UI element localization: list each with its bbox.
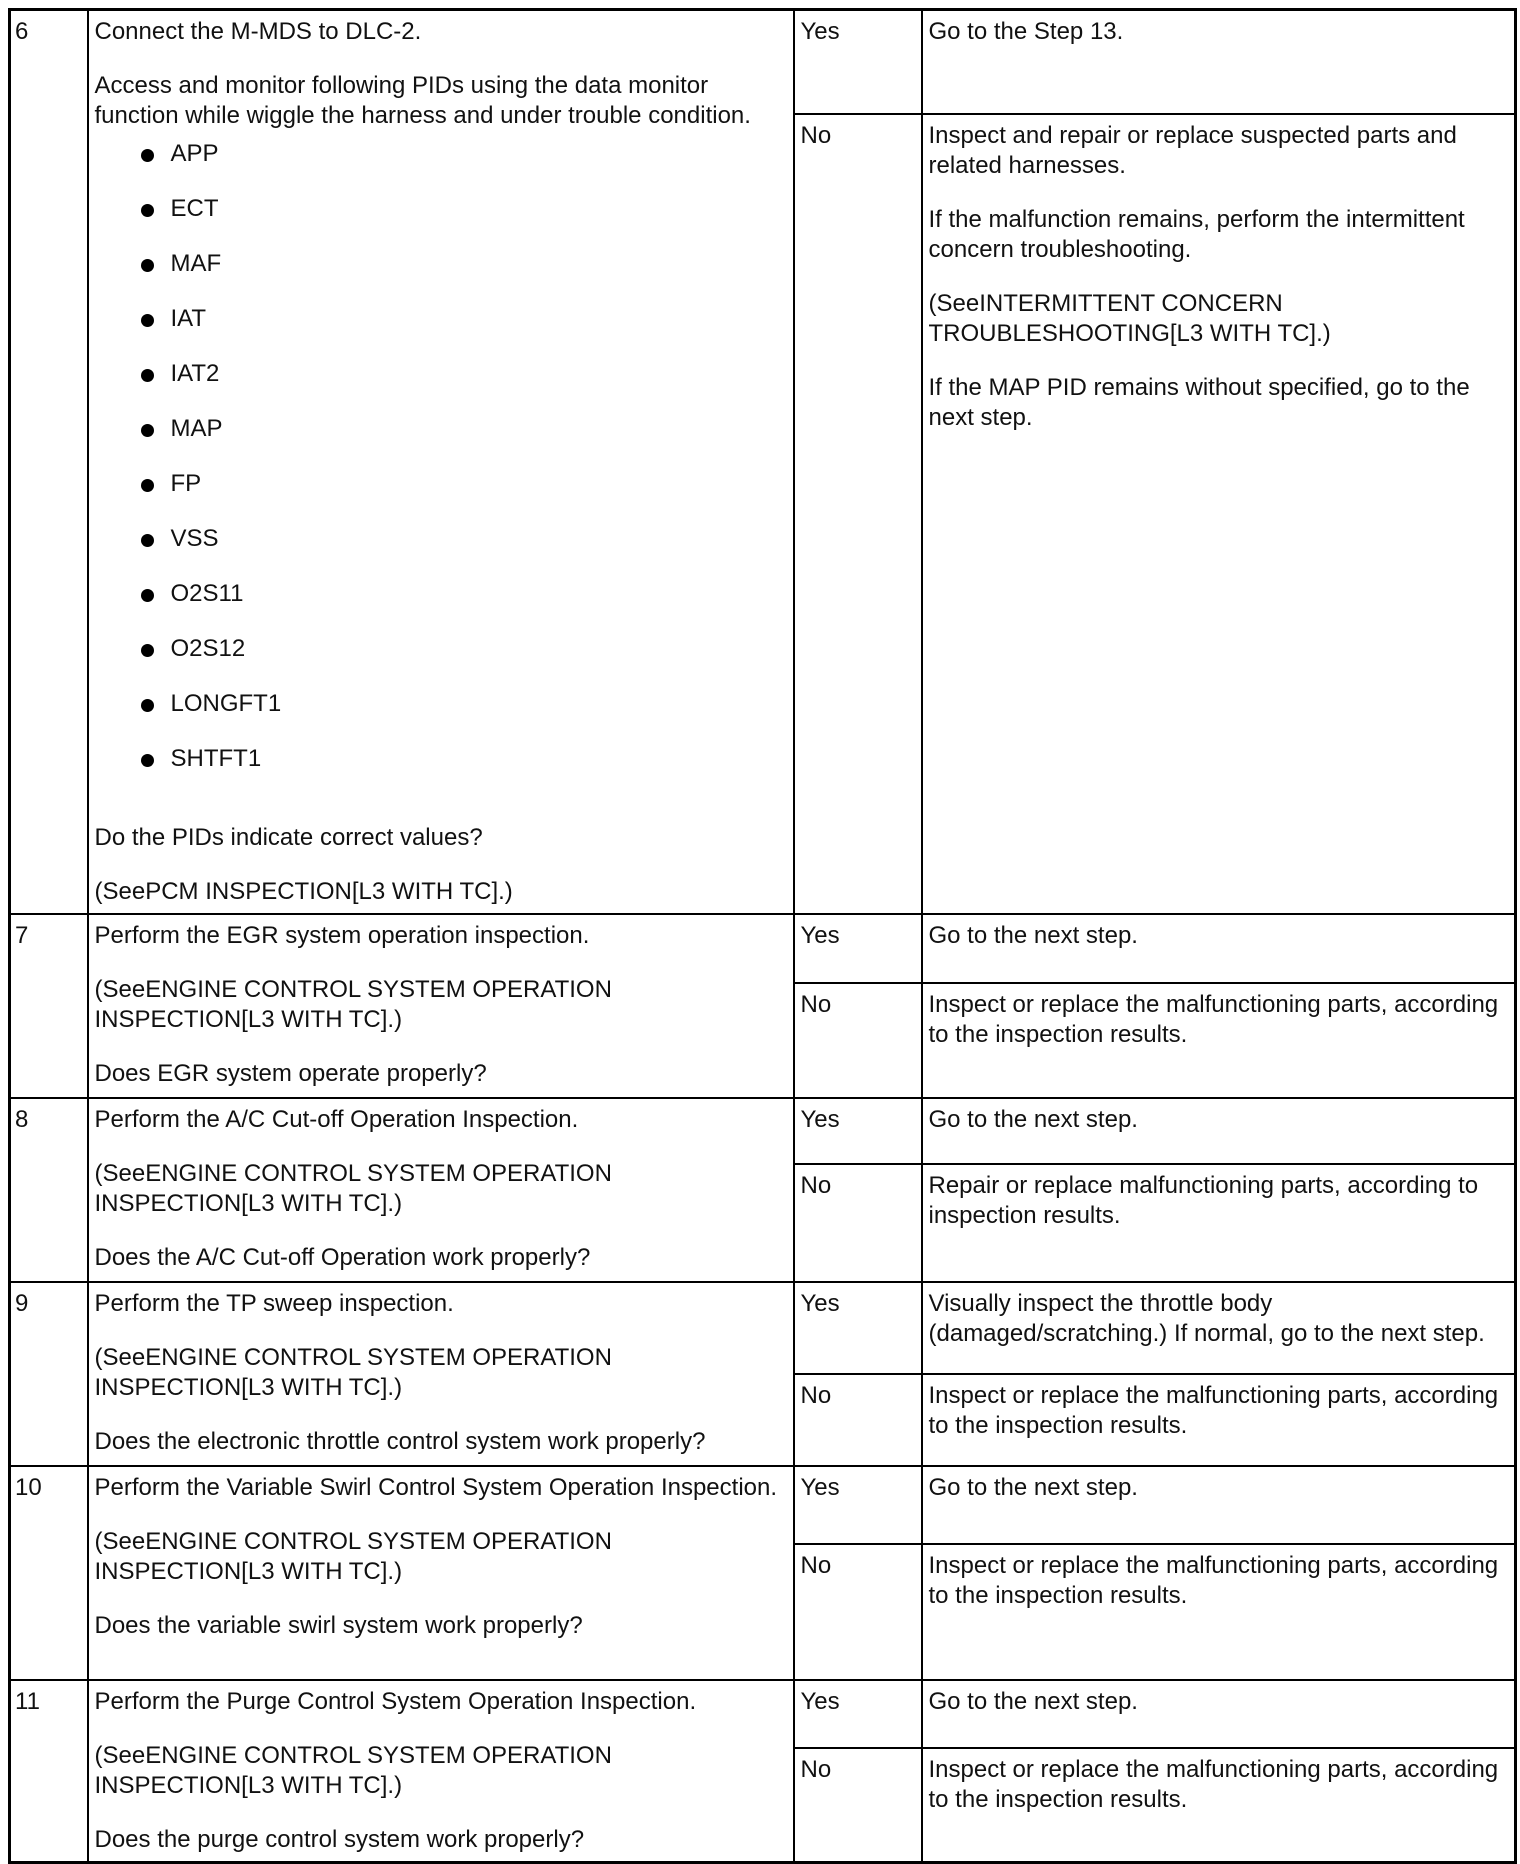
result-no	[922, 1164, 1516, 1282]
list-item: LONGFT1	[141, 689, 787, 744]
action-text: Access and monitor following PIDs using the data monitor function while wiggle the harness and under trouble condition.	[94, 72, 751, 129]
table-row	[10, 1680, 1516, 1748]
list-item: O2S11	[141, 579, 787, 634]
table-row	[10, 10, 1516, 114]
reference-text: (SeeENGINE CONTROL SYSTEM OPERATION INSPECTION[L3 WITH TC].)	[94, 975, 612, 1033]
reference-text: (SeePCM INSPECTION[L3 WITH TC].)	[94, 878, 513, 905]
result-text: Inspect or replace the malfunctioning parts, according to the inspection results.	[928, 1755, 1499, 1813]
result-text: Go to the next step.	[928, 1473, 1138, 1501]
result-text: Inspect or replace the malfunctioning parts, according to the inspection results.	[928, 990, 1499, 1048]
action-text: Connect the M-MDS to DLC-2.	[94, 18, 422, 45]
list-item: VSS	[141, 524, 787, 579]
action-cell	[88, 1680, 794, 1863]
result-text: Go to the next step.	[928, 1105, 1138, 1133]
action-text: Perform the Variable Swirl Control System Operation Inspection.	[94, 1473, 778, 1501]
answer-yes: Yes	[794, 914, 922, 983]
list-item: APP	[141, 139, 787, 194]
list-item: IAT	[141, 304, 787, 359]
list-item: ECT	[141, 194, 787, 249]
result-text: (SeeINTERMITTENT CONCERN TROUBLESHOOTING[L3 WITH TC].)	[928, 289, 1331, 347]
result-no	[922, 114, 1516, 914]
result-yes	[922, 1466, 1516, 1544]
action-cell	[88, 914, 794, 1098]
answer-no: No	[794, 114, 922, 914]
result-text: Go to the next step.	[928, 1687, 1138, 1715]
result-text: Inspect or replace the malfunctioning parts, according to the inspection results.	[928, 1551, 1499, 1609]
question-text: Does EGR system operate properly?	[94, 1059, 487, 1087]
step-number: 9	[10, 1282, 88, 1466]
result-text: If the malfunction remains, perform the intermittent concern troubleshooting.	[928, 205, 1465, 263]
answer-yes: Yes	[794, 1680, 922, 1748]
result-yes	[922, 1282, 1516, 1374]
reference-text: (SeeENGINE CONTROL SYSTEM OPERATION INSPECTION[L3 WITH TC].)	[94, 1527, 612, 1585]
reference-text: (SeeENGINE CONTROL SYSTEM OPERATION INSPECTION[L3 WITH TC].)	[94, 1741, 612, 1799]
result-text: Repair or replace malfunctioning parts, according to inspection results.	[928, 1171, 1479, 1229]
question-text: Does the electronic throttle control system work properly?	[94, 1427, 706, 1455]
list-item: MAF	[141, 249, 787, 304]
result-text: Go to the next step.	[928, 921, 1138, 949]
step-number: 7	[10, 914, 88, 1098]
question-text: Do the PIDs indicate correct values?	[94, 824, 483, 851]
result-text: If the MAP PID remains without specified, go to the next step.	[928, 373, 1470, 431]
reference-text: (SeeENGINE CONTROL SYSTEM OPERATION INSPECTION[L3 WITH TC].)	[94, 1343, 612, 1401]
table-row	[10, 1282, 1516, 1374]
reference-text: (SeeENGINE CONTROL SYSTEM OPERATION INSPECTION[L3 WITH TC].)	[94, 1159, 612, 1217]
result-yes	[922, 10, 1516, 114]
list-item: SHTFT1	[141, 744, 787, 799]
answer-no: No	[794, 1544, 922, 1680]
answer-no: No	[794, 1374, 922, 1466]
result-yes	[922, 914, 1516, 983]
list-item: O2S12	[141, 634, 787, 689]
question-text: Does the A/C Cut-off Operation work properly?	[94, 1243, 591, 1271]
answer-no: No	[794, 1164, 922, 1282]
result-no	[922, 1748, 1516, 1863]
result-yes	[922, 1680, 1516, 1748]
answer-yes: Yes	[794, 10, 922, 114]
troubleshooting-table	[8, 8, 1517, 1864]
result-yes	[922, 1098, 1516, 1164]
list-item: IAT2	[141, 359, 787, 414]
result-text: Inspect or replace the malfunctioning parts, according to the inspection results.	[928, 1381, 1499, 1439]
table-row	[10, 1466, 1516, 1544]
step-number: 8	[10, 1098, 88, 1282]
step-number: 11	[10, 1680, 88, 1863]
result-text: Inspect and repair or replace suspected parts and related harnesses.	[928, 121, 1457, 179]
list-item: MAP	[141, 414, 787, 469]
action-text: Perform the A/C Cut-off Operation Inspection.	[94, 1105, 579, 1133]
table-row	[10, 914, 1516, 983]
answer-yes: Yes	[794, 1098, 922, 1164]
action-text: Perform the TP sweep inspection.	[94, 1289, 454, 1317]
troubleshooting-page	[8, 8, 1517, 1864]
question-text: Does the purge control system work properly?	[94, 1825, 585, 1853]
list-item: FP	[141, 469, 787, 524]
answer-yes: Yes	[794, 1282, 922, 1374]
action-text: Perform the Purge Control System Operation Inspection.	[94, 1687, 697, 1715]
result-text: Go to the Step 13.	[928, 18, 1124, 45]
result-no	[922, 1374, 1516, 1466]
answer-yes: Yes	[794, 1466, 922, 1544]
result-text: Visually inspect the throttle body (damaged/scratching.) If normal, go to the next step.	[928, 1289, 1485, 1347]
step-number: 6	[10, 10, 88, 914]
step-number: 10	[10, 1466, 88, 1680]
action-cell	[88, 1282, 794, 1466]
action-cell	[88, 1466, 794, 1680]
result-no	[922, 983, 1516, 1098]
pid-list	[95, 139, 787, 799]
action-cell	[88, 1098, 794, 1282]
answer-no: No	[794, 983, 922, 1098]
action-text: Perform the EGR system operation inspection.	[94, 921, 590, 949]
table-row	[10, 1098, 1516, 1164]
result-no	[922, 1544, 1516, 1680]
question-text: Does the variable swirl system work properly?	[94, 1611, 583, 1639]
answer-no: No	[794, 1748, 922, 1863]
action-cell	[88, 10, 794, 914]
